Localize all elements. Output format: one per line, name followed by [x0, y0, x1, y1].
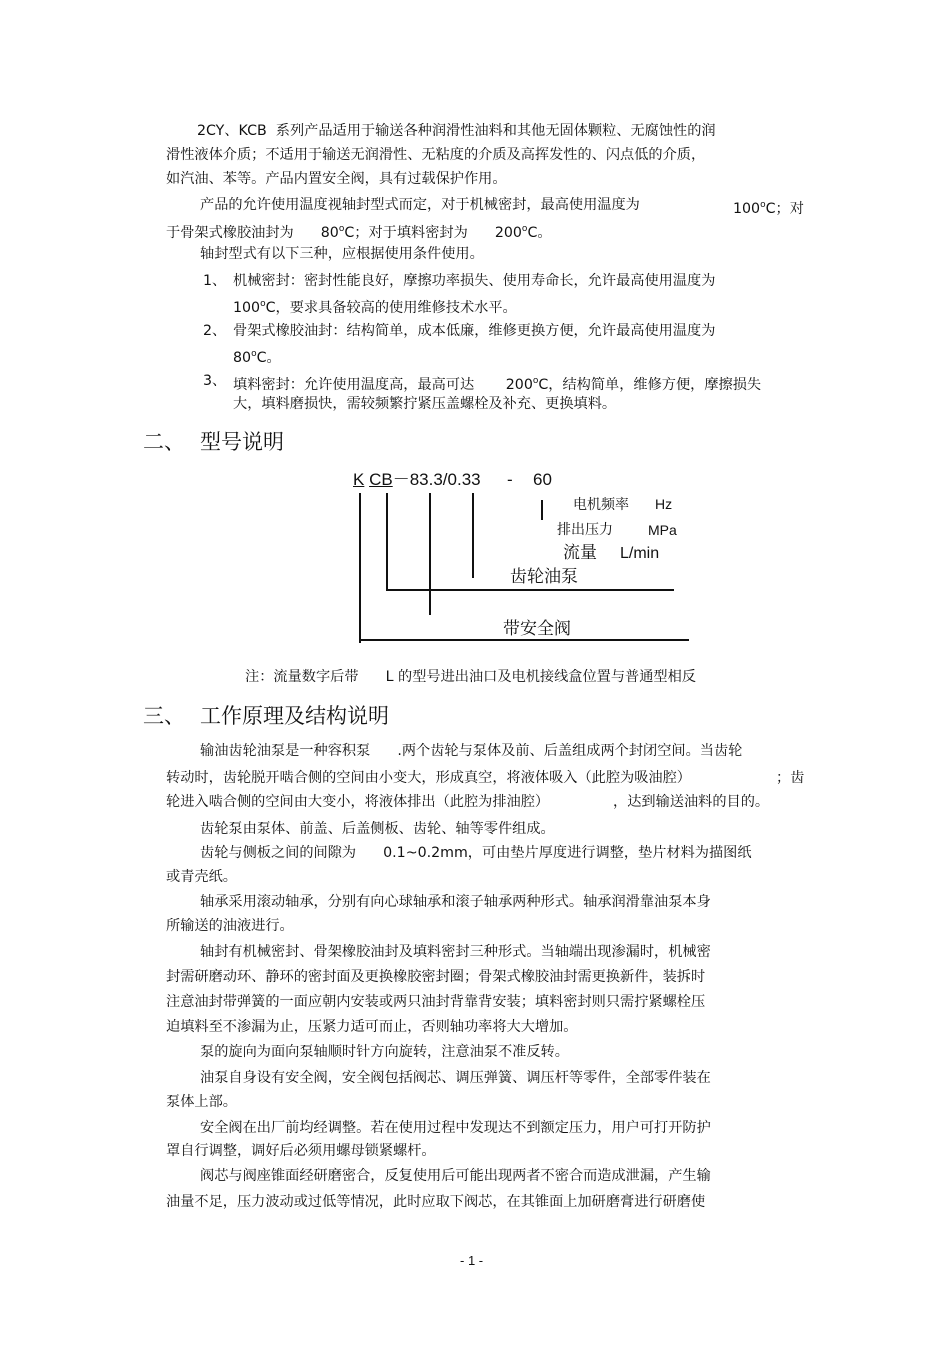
product-series: 2CY、KCB — [197, 123, 267, 139]
degree-sign: o — [521, 224, 528, 234]
flow-label: 流量 — [563, 543, 597, 562]
note-text: 的型号进出油口及电机接线盒位置与普通型相反 — [398, 669, 696, 685]
p7-line-1: 油泵自身设有安全阀，安全阀包括阀芯、调压弹簧、调压杆等零件，全部零件装在 — [200, 1070, 711, 1086]
motor-frequency-unit: Hz — [655, 496, 673, 512]
temp-text: 产品的允许使用温度视轴封型式而定，对于机械密封，最高使用温度为 — [200, 197, 640, 213]
item-text: C，要求具备较高的使用维修技术水平。 — [265, 300, 517, 316]
intro-line-6: 轴封型式有以下三种，应根据使用条件使用。 — [200, 246, 484, 262]
note-letter: L — [385, 669, 394, 685]
discharge-pressure-unit: MPa — [648, 522, 677, 538]
p9-line-2: 油量不足，压力波动或过低等情况，此时应取下阀芯，在其锥面上加研磨膏进行研磨使 — [166, 1194, 706, 1210]
item-2-text: 骨架式橡胶油封：结构简单，成本低廉，维修更换方便，允许最高使用温度为 — [233, 323, 716, 339]
p5-line-4: 迫填料至不渗漏为止，压紧力适可而止，否则轴功率将大大增加。 — [166, 1019, 578, 1035]
intro-line-1 — [197, 121, 716, 141]
degree-sign: o — [760, 200, 766, 210]
p3-line-2: 或青壳纸。 — [166, 869, 237, 885]
temp-text: C；对于填料密封为 — [344, 225, 468, 241]
body-text: 输油齿轮油泵是一种容积泵 — [200, 743, 371, 759]
model-code-k: K — [353, 470, 365, 489]
pressure-leader-line — [472, 493, 474, 578]
clearance-value: 0.1~0.2mm — [383, 845, 468, 861]
item-3-text — [233, 371, 761, 395]
section-3-title: 工作原理及结构说明 — [200, 704, 389, 728]
degree-sign: o — [251, 349, 257, 359]
p5-line-1: 轴封有机械密封、骨架橡胶油封及填料密封三种形式。当轴端出现渗漏时，机械密 — [200, 944, 711, 960]
degree-sign: o — [532, 376, 539, 386]
p4-line-2: 所输送的油液进行。 — [166, 918, 294, 934]
intro-line-3: 如汽油、苯等。产品内置安全阀，具有过载保护作用。 — [166, 171, 507, 187]
temp-value: 100 — [733, 201, 761, 217]
item-text: C。 — [256, 350, 281, 366]
k-leader-line — [359, 493, 361, 643]
gear-pump-line — [386, 589, 674, 591]
item-1-number: 1、 — [203, 273, 227, 289]
item-text: 填料密封：允许使用温度高，最高可达 — [233, 377, 475, 393]
temp-unit: C。 — [527, 225, 552, 241]
item-1-text: 机械密封：密封性能良好，摩擦功率损失、使用寿命长，允许最高使用温度为 — [233, 273, 716, 289]
gear-pump-label: 齿轮油泵 — [510, 567, 578, 586]
section-2-title: 型号说明 — [200, 430, 284, 454]
p2-line-1: 齿轮泵由泵体、前盖、后盖侧板、齿轮、轴等零件组成。 — [200, 821, 555, 837]
p9-line-1: 阀芯与阀座锥面经研磨密合，反复使用后可能出现两者不密合而造成泄漏，产生输 — [200, 1168, 711, 1184]
note-text: 注：流量数字后带 — [245, 669, 359, 685]
model-code-dash: - — [507, 470, 513, 489]
p5-line-2: 封需研磨动环、静环的密封面及更换橡胶密封圈；骨架式橡胶油封需更换新件，装拆时 — [166, 969, 706, 985]
p7-line-2: 泵体上部。 — [166, 1094, 237, 1110]
temp-value: 100 — [233, 300, 261, 316]
safety-valve-label: 带安全阀 — [503, 619, 571, 638]
p1-line-3-end: ，达到输送油料的目的。 — [613, 794, 770, 810]
temp-value: 80 — [233, 350, 252, 366]
p8-line-2: 罩自行调整，调好后必须用螺母锁紧螺杆。 — [166, 1143, 436, 1159]
p8-line-1: 安全阀在出厂前均经调整。若在使用过程中发现达不到额定压力，用户可打开防护 — [200, 1120, 711, 1136]
flow-leader-line — [429, 493, 431, 615]
frequency-leader-line — [541, 500, 543, 520]
item-3-number: 3、 — [203, 373, 227, 389]
item-text: C，结构简单，维修方便，摩擦损失 — [538, 377, 762, 393]
intro-line-2: 滑性液体介质；不适用于输送无润滑性、无粘度的介质及高挥发性的、闪点低的介质， — [166, 147, 706, 163]
model-code-frequency: 60 — [533, 470, 552, 489]
section-3-number: 三、 — [143, 704, 185, 728]
discharge-pressure-label: 排出压力 — [557, 521, 613, 537]
p1-line-2-end: ；齿 — [776, 770, 805, 786]
page-number: - 1 - — [460, 1253, 484, 1268]
cb-leader-line — [386, 493, 388, 591]
p4-line-1: 轴承采用滚动轴承，分别有向心球轴承和滚子轴承两种形式。轴承润滑靠油泵本身 — [200, 894, 711, 910]
item-1-text-cont — [233, 294, 517, 318]
motor-frequency-label: 电机频率 — [573, 496, 629, 512]
model-code — [353, 469, 481, 491]
model-note — [245, 667, 696, 687]
body-text: .两个齿轮与泵体及前、后盖组成两个封闭空间。当齿轮 — [397, 743, 743, 759]
item-3-text-cont: 大，填料磨损快，需较频繁拧紧压盖螺栓及补充、更换填料。 — [233, 396, 617, 412]
body-text: ，可由垫片厚度进行调整，垫片材料为描图纸 — [467, 845, 752, 861]
item-2-text-cont — [233, 344, 281, 368]
p5-line-3: 注意油封带弹簧的一面应朝内安装或两只油封背靠背安装；填料密封则只需拧紧螺栓压 — [166, 994, 706, 1010]
p1-line-1 — [200, 741, 742, 761]
item-2-number: 2、 — [203, 323, 227, 339]
model-code-flow-pressure: －83.3/0.33 — [392, 470, 481, 489]
temp-value: 200 — [494, 225, 522, 241]
temp-mech-seal — [733, 195, 804, 219]
flow-unit: L/min — [620, 545, 660, 562]
degree-sign: o — [260, 299, 266, 309]
intro-text: 系列产品适用于输送各种润滑性油料和其他无固体颗粒、无腐蚀性的润 — [275, 123, 716, 139]
p3-line-1 — [200, 843, 752, 863]
body-text: 齿轮与侧板之间的间隙为 — [200, 845, 357, 861]
safety-valve-line — [359, 639, 689, 641]
temp-text: 于骨架式橡胶油封为 — [166, 225, 294, 241]
temp-unit: C；对 — [765, 201, 804, 217]
temp-value: 200 — [505, 377, 533, 393]
p1-line-3: 轮进入啮合侧的空间由大变小，将液体排出（此腔为排油腔） — [166, 794, 550, 810]
p6-line-1: 泵的旋向为面向泵轴顺时针方向旋转，注意油泵不准反转。 — [200, 1044, 569, 1060]
temp-value: 80 — [320, 225, 339, 241]
intro-line-4 — [200, 195, 640, 215]
degree-sign: o — [338, 224, 345, 234]
section-2-number: 二、 — [143, 430, 185, 454]
model-code-cb: CB — [369, 470, 393, 489]
p1-line-2: 转动时，齿轮脱开啮合侧的空间由小变大，形成真空，将液体吸入（此腔为吸油腔） — [166, 770, 691, 786]
intro-line-5 — [166, 219, 552, 243]
